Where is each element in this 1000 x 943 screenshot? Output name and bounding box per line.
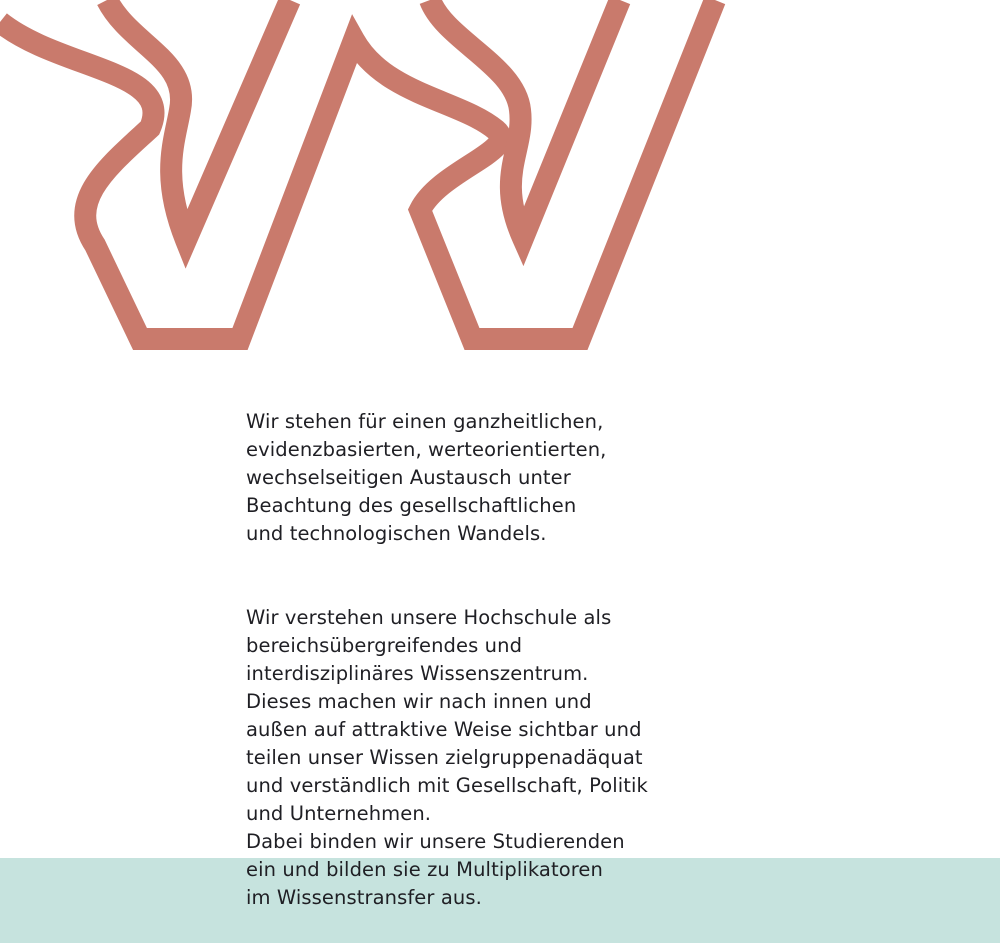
paragraph-line: Dabei binden wir unsere Studierenden [246, 830, 625, 853]
paragraph-line: außen auf attraktive Weise sichtbar und [246, 718, 642, 741]
paragraph-line: Beachtung des gesellschaftlichen [246, 494, 577, 517]
paragraph-line: Wir verstehen unsere Hochschule als [246, 606, 612, 629]
paragraph-line: interdisziplinäres Wissenszentrum. [246, 662, 589, 685]
paragraph-line: und Unternehmen. [246, 802, 432, 825]
paragraph-line: evidenzbasierten, werteorientierten, [246, 438, 607, 461]
paragraph-line: Wir stehen für einen ganzheitlichen, [246, 410, 604, 433]
paragraph-line: im Wissenstransfer aus. [246, 886, 482, 909]
paragraph-line: wechselseitigen Austausch unter [246, 466, 571, 489]
paragraph-line: und technologischen Wandels. [246, 522, 547, 545]
paragraph-line: und verständlich mit Gesellschaft, Politik [246, 774, 648, 797]
paragraph-line: Dieses machen wir nach innen und [246, 690, 592, 713]
paragraph-line: teilen unser Wissen zielgruppenadäquat [246, 746, 643, 769]
paragraph-line: bereichsübergreifendes und [246, 634, 523, 657]
paragraph-1 [246, 408, 716, 548]
paragraph-line: ein und bilden sie zu Multiplikatoren [246, 858, 603, 881]
letter-w-outline-icon [0, 0, 1000, 360]
paragraph-2 [246, 604, 716, 912]
